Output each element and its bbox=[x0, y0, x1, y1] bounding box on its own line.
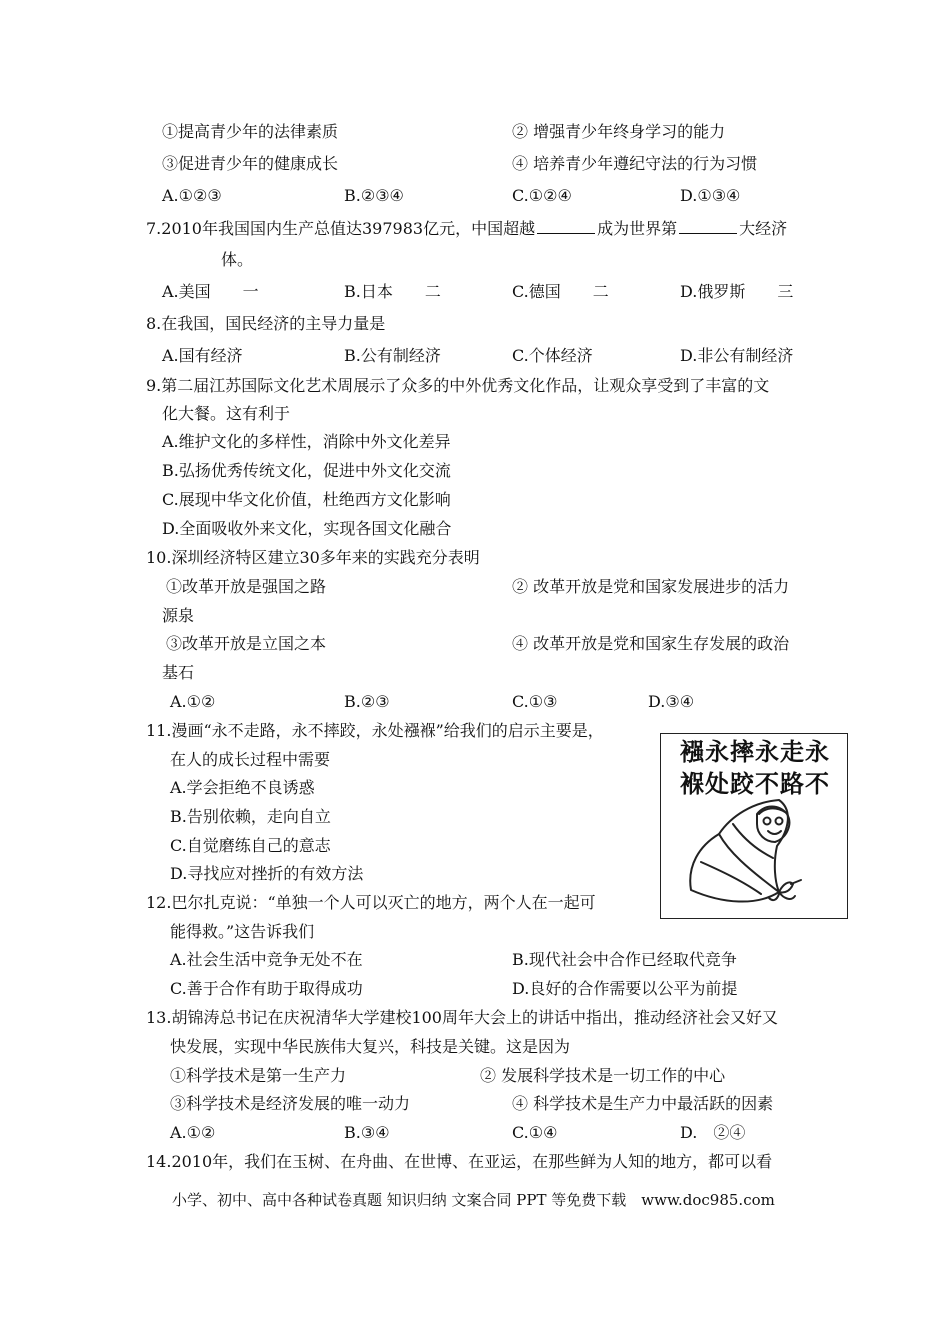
q13-option-3: ③科学技术是经济发展的唯一动力 bbox=[170, 1094, 411, 1113]
q11-answer-c: C.自觉磨练自己的意志 bbox=[170, 836, 331, 855]
cartoon-caption-row-1: 襁永摔永走永 bbox=[680, 738, 830, 766]
q10-option-1: ①改革开放是强国之路 bbox=[166, 577, 327, 596]
q10-option-4: ④ 改革开放是党和国家生存发展的政治 bbox=[512, 634, 790, 653]
q7-answer-c: C.德国 二 bbox=[512, 282, 609, 301]
q6-option-3: ③促进青少年的健康成长 bbox=[162, 154, 339, 173]
q13-stem-line-2: 快发展，实现中华民族伟大复兴，科技是关键。这是因为 bbox=[170, 1037, 571, 1056]
q7-blank-2 bbox=[679, 218, 737, 234]
q13-option-4: ④ 科学技术是生产力中最活跃的因素 bbox=[512, 1094, 774, 1113]
q9-answer-c: C.展现中华文化价值，杜绝西方文化影响 bbox=[162, 490, 451, 509]
q13-answer-a: A.①② bbox=[170, 1123, 216, 1142]
q11-stem-line-2: 在人的成长过程中需要 bbox=[170, 750, 331, 769]
q10-answer-c: C.①③ bbox=[512, 692, 558, 711]
q10-answer-b: B.②③ bbox=[344, 692, 390, 711]
q7-answer-d: D.俄罗斯 三 bbox=[680, 282, 794, 301]
q10-stem: 10.深圳经济特区建立30多年来的实践充分表明 bbox=[146, 548, 480, 567]
q10-answer-d: D.③④ bbox=[648, 692, 695, 711]
q12-answer-a: A.社会生活中竞争无处不在 bbox=[170, 950, 363, 969]
q8-answer-c: C.个体经济 bbox=[512, 346, 593, 365]
q13-answer-d: D. ②④ bbox=[680, 1123, 746, 1142]
page-footer: 小学、初中、高中各种试卷真题 知识归纳 文案合同 PPT 等免费下载 www.doc985.com bbox=[172, 1191, 775, 1209]
q6-answer-c: C.①②④ bbox=[512, 186, 572, 205]
q7-stem-end: 体。 bbox=[221, 250, 254, 269]
q12-stem-line-2: 能得救。”这告诉我们 bbox=[170, 922, 315, 941]
q7-answer-a: A.美国 一 bbox=[162, 282, 259, 301]
q10-option-3: ③改革开放是立国之本 bbox=[166, 634, 327, 653]
q6-option-1: ①提高青少年的法律素质 bbox=[162, 122, 339, 141]
q6-answer-d: D.①③④ bbox=[680, 186, 741, 205]
q10-option-2-cont: 源泉 bbox=[162, 606, 195, 625]
cartoon-caption-row-2: 褓处跤不路不 bbox=[680, 770, 830, 798]
q8-answer-b: B.公有制经济 bbox=[344, 346, 441, 365]
q8-stem: 8.在我国，国民经济的主导力量是 bbox=[146, 314, 386, 333]
q10-option-4-cont: 基石 bbox=[162, 663, 195, 682]
q7-stem-part-3: 大经济 bbox=[739, 219, 788, 238]
q13-option-2: ② 发展科学技术是一切工作的中心 bbox=[480, 1066, 726, 1085]
q14-stem-line-1: 14.2010年，我们在玉树、在舟曲、在世博、在亚运，在那些鲜为人知的地方，都可以看 bbox=[146, 1152, 773, 1171]
q13-answer-c: C.①④ bbox=[512, 1123, 558, 1142]
q9-answer-d: D.全面吸收外来文化，实现各国文化融合 bbox=[162, 519, 452, 538]
q13-answer-b: B.③④ bbox=[344, 1123, 390, 1142]
q7-stem-part-1: 7.2010年我国国内生产总值达397983亿元，中国超越 bbox=[146, 219, 536, 238]
q11-answer-d: D.寻找应对挫折的有效方法 bbox=[170, 864, 364, 883]
q6-option-4: ④ 培养青少年遵纪守法的行为习惯 bbox=[512, 154, 758, 173]
q7-blank-1 bbox=[537, 218, 595, 234]
swaddled-baby-cartoon bbox=[660, 733, 848, 919]
q6-option-2: ② 增强青少年终身学习的能力 bbox=[512, 122, 726, 141]
q8-answer-a: A.国有经济 bbox=[162, 346, 243, 365]
q9-stem-line-2: 化大餐。这有利于 bbox=[162, 404, 291, 423]
q7-stem bbox=[146, 218, 787, 239]
q8-answer-d: D.非公有制经济 bbox=[680, 346, 794, 365]
q12-answer-c: C.善于合作有助于取得成功 bbox=[170, 979, 363, 998]
q7-answer-b: B.日本 二 bbox=[344, 282, 441, 301]
q7-stem-part-2: 成为世界第 bbox=[597, 219, 678, 238]
swaddled-baby-drawing bbox=[661, 734, 846, 917]
q6-answer-a: A.①②③ bbox=[162, 186, 222, 205]
q11-answer-a: A.学会拒绝不良诱惑 bbox=[170, 778, 315, 797]
q13-stem-line-1: 13.胡锦涛总书记在庆祝清华大学建校100周年大会上的讲话中指出，推动经济社会又好又 bbox=[146, 1008, 778, 1027]
q11-answer-b: B.告别依赖，走向自立 bbox=[170, 807, 331, 826]
q9-stem-line-1: 9.第二届江苏国际文化艺术周展示了众多的中外优秀文化作品，让观众享受到了丰富的文 bbox=[146, 376, 770, 395]
q10-option-2: ② 改革开放是党和国家发展进步的活力 bbox=[512, 577, 790, 596]
q11-stem-line-1: 11.漫画“永不走路，永不摔跤，永处襁褓”给我们的启示主要是， bbox=[146, 721, 604, 740]
q9-answer-b: B.弘扬优秀传统文化，促进中外文化交流 bbox=[162, 461, 451, 480]
q6-answer-b: B.②③④ bbox=[344, 186, 404, 205]
q12-answer-d: D.良好的合作需要以公平为前提 bbox=[512, 979, 738, 998]
q12-answer-b: B.现代社会中合作已经取代竞争 bbox=[512, 950, 737, 969]
q12-stem-line-1: 12.巴尔扎克说：“单独一个人可以灭亡的地方，两个人在一起可 bbox=[146, 893, 596, 912]
q13-option-1: ①科学技术是第一生产力 bbox=[170, 1066, 347, 1085]
q9-answer-a: A.维护文化的多样性，消除中外文化差异 bbox=[162, 432, 451, 451]
q10-answer-a: A.①② bbox=[170, 692, 216, 711]
